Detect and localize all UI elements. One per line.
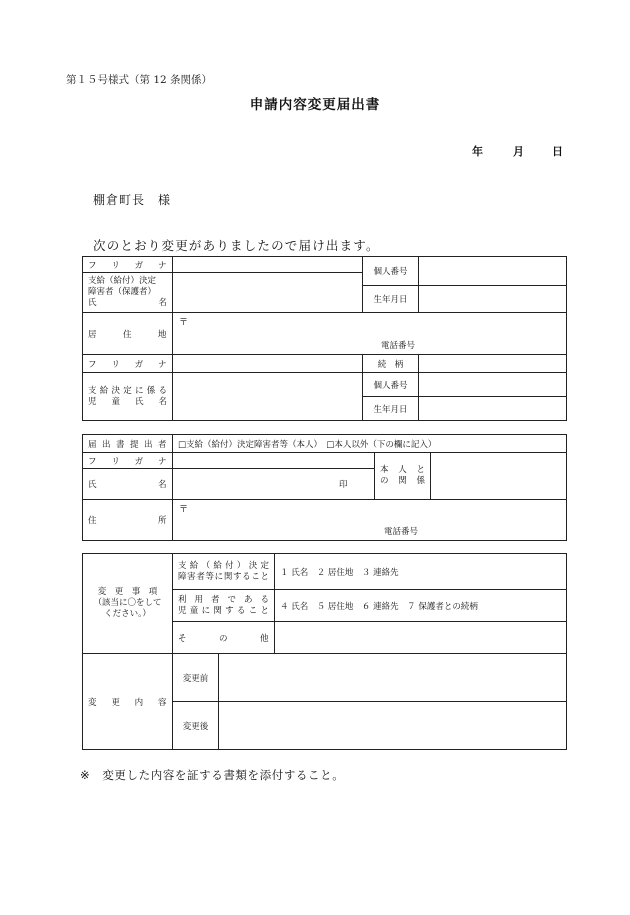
phone-label-2: 電話番号: [384, 527, 419, 537]
date-month-label: 月: [513, 145, 524, 158]
relationship-field[interactable]: [419, 355, 567, 373]
postal-mark: 〒: [179, 318, 189, 328]
child-name-label: 支給決定に係る 児 童 氏 名: [83, 373, 173, 421]
recipient-name-label: 支給（給付）決定 障害者（保護者） 氏 名: [83, 273, 173, 313]
submitter-options[interactable]: □支給（給付）決定障害者等（本人） □本人以外（下の欄に記入）: [173, 435, 567, 453]
child-name-field[interactable]: [173, 373, 363, 421]
before-label: 変更前: [173, 654, 219, 702]
individual-number-field[interactable]: [419, 257, 567, 286]
furigana-field-2[interactable]: [173, 355, 363, 373]
phone-label: 電話番号: [381, 341, 416, 351]
section1-table: [82, 256, 567, 421]
submitter-furigana-label: フ リ ガ ナ: [83, 453, 173, 469]
postal-mark-2: 〒: [179, 505, 189, 515]
submitter-label: 届 出 書 提 出 者: [83, 435, 173, 453]
relation-to-self-label: 本 人 と の 関 係: [375, 453, 431, 500]
recipient-related-label: 支 給 （ 給 付 ） 決 定 障害者等に関すること: [173, 554, 275, 590]
section2-table: [82, 434, 567, 541]
date-day-label: 日: [552, 145, 563, 158]
change-content-label: 変 更 内 容: [83, 654, 173, 750]
birthdate-field-2[interactable]: [419, 397, 567, 421]
seal-mark: 印: [339, 480, 348, 490]
birthdate-field[interactable]: [419, 286, 567, 313]
addressee: 棚倉町長 様: [93, 193, 172, 207]
before-field[interactable]: [219, 654, 567, 702]
after-field[interactable]: [219, 702, 567, 750]
submitter-address-label: 住 所: [83, 500, 173, 541]
form-number: 第１５号様式（第 12 条関係）: [66, 74, 213, 86]
individual-number-field-2[interactable]: [419, 373, 567, 397]
other-field[interactable]: [275, 622, 567, 654]
furigana-label-2: フ リ ガ ナ: [83, 355, 173, 373]
submitter-name-field[interactable]: [173, 469, 375, 500]
other-label: そ の 他: [173, 622, 275, 654]
recipient-change-options[interactable]: １ 氏名 ２ 居住地 ３ 連絡先: [275, 554, 567, 590]
relation-to-self-field[interactable]: [431, 453, 567, 500]
relationship-label: 続 柄: [363, 355, 419, 373]
submitter-address-field[interactable]: [173, 500, 567, 541]
furigana-label: フ リ ガ ナ: [83, 257, 173, 273]
recipient-name-field[interactable]: [173, 273, 363, 313]
birthdate-label: 生年月日: [363, 286, 419, 313]
footnote: ※ 変更した内容を証する書類を添付すること。: [80, 768, 345, 782]
after-label: 変更後: [173, 702, 219, 750]
page-title: 申請内容変更届出書: [249, 97, 381, 113]
change-items-label: 変 更 事 項 （該当に〇をして ください。）: [83, 554, 173, 654]
date-year-label: 年: [472, 145, 483, 158]
address-field[interactable]: [173, 313, 567, 355]
child-change-options[interactable]: ４ 氏名 ５ 居住地 ６ 連絡先 ７ 保護者との続柄: [275, 590, 567, 622]
individual-number-label: 個人番号: [363, 257, 419, 286]
submitter-furigana-field[interactable]: [173, 453, 375, 469]
furigana-field[interactable]: [173, 257, 363, 273]
submitter-name-label: 氏 名: [83, 469, 173, 500]
individual-number-label-2: 個人番号: [363, 373, 419, 397]
intro-text: 次のとおり変更がありましたので届け出ます。: [93, 238, 380, 253]
section3-table: [82, 553, 567, 750]
child-related-label: 利 用 者 で あ る 児 童 に 関 す る こ と: [173, 590, 275, 622]
birthdate-label-2: 生年月日: [363, 397, 419, 421]
address-label: 居 住 地: [83, 313, 173, 355]
